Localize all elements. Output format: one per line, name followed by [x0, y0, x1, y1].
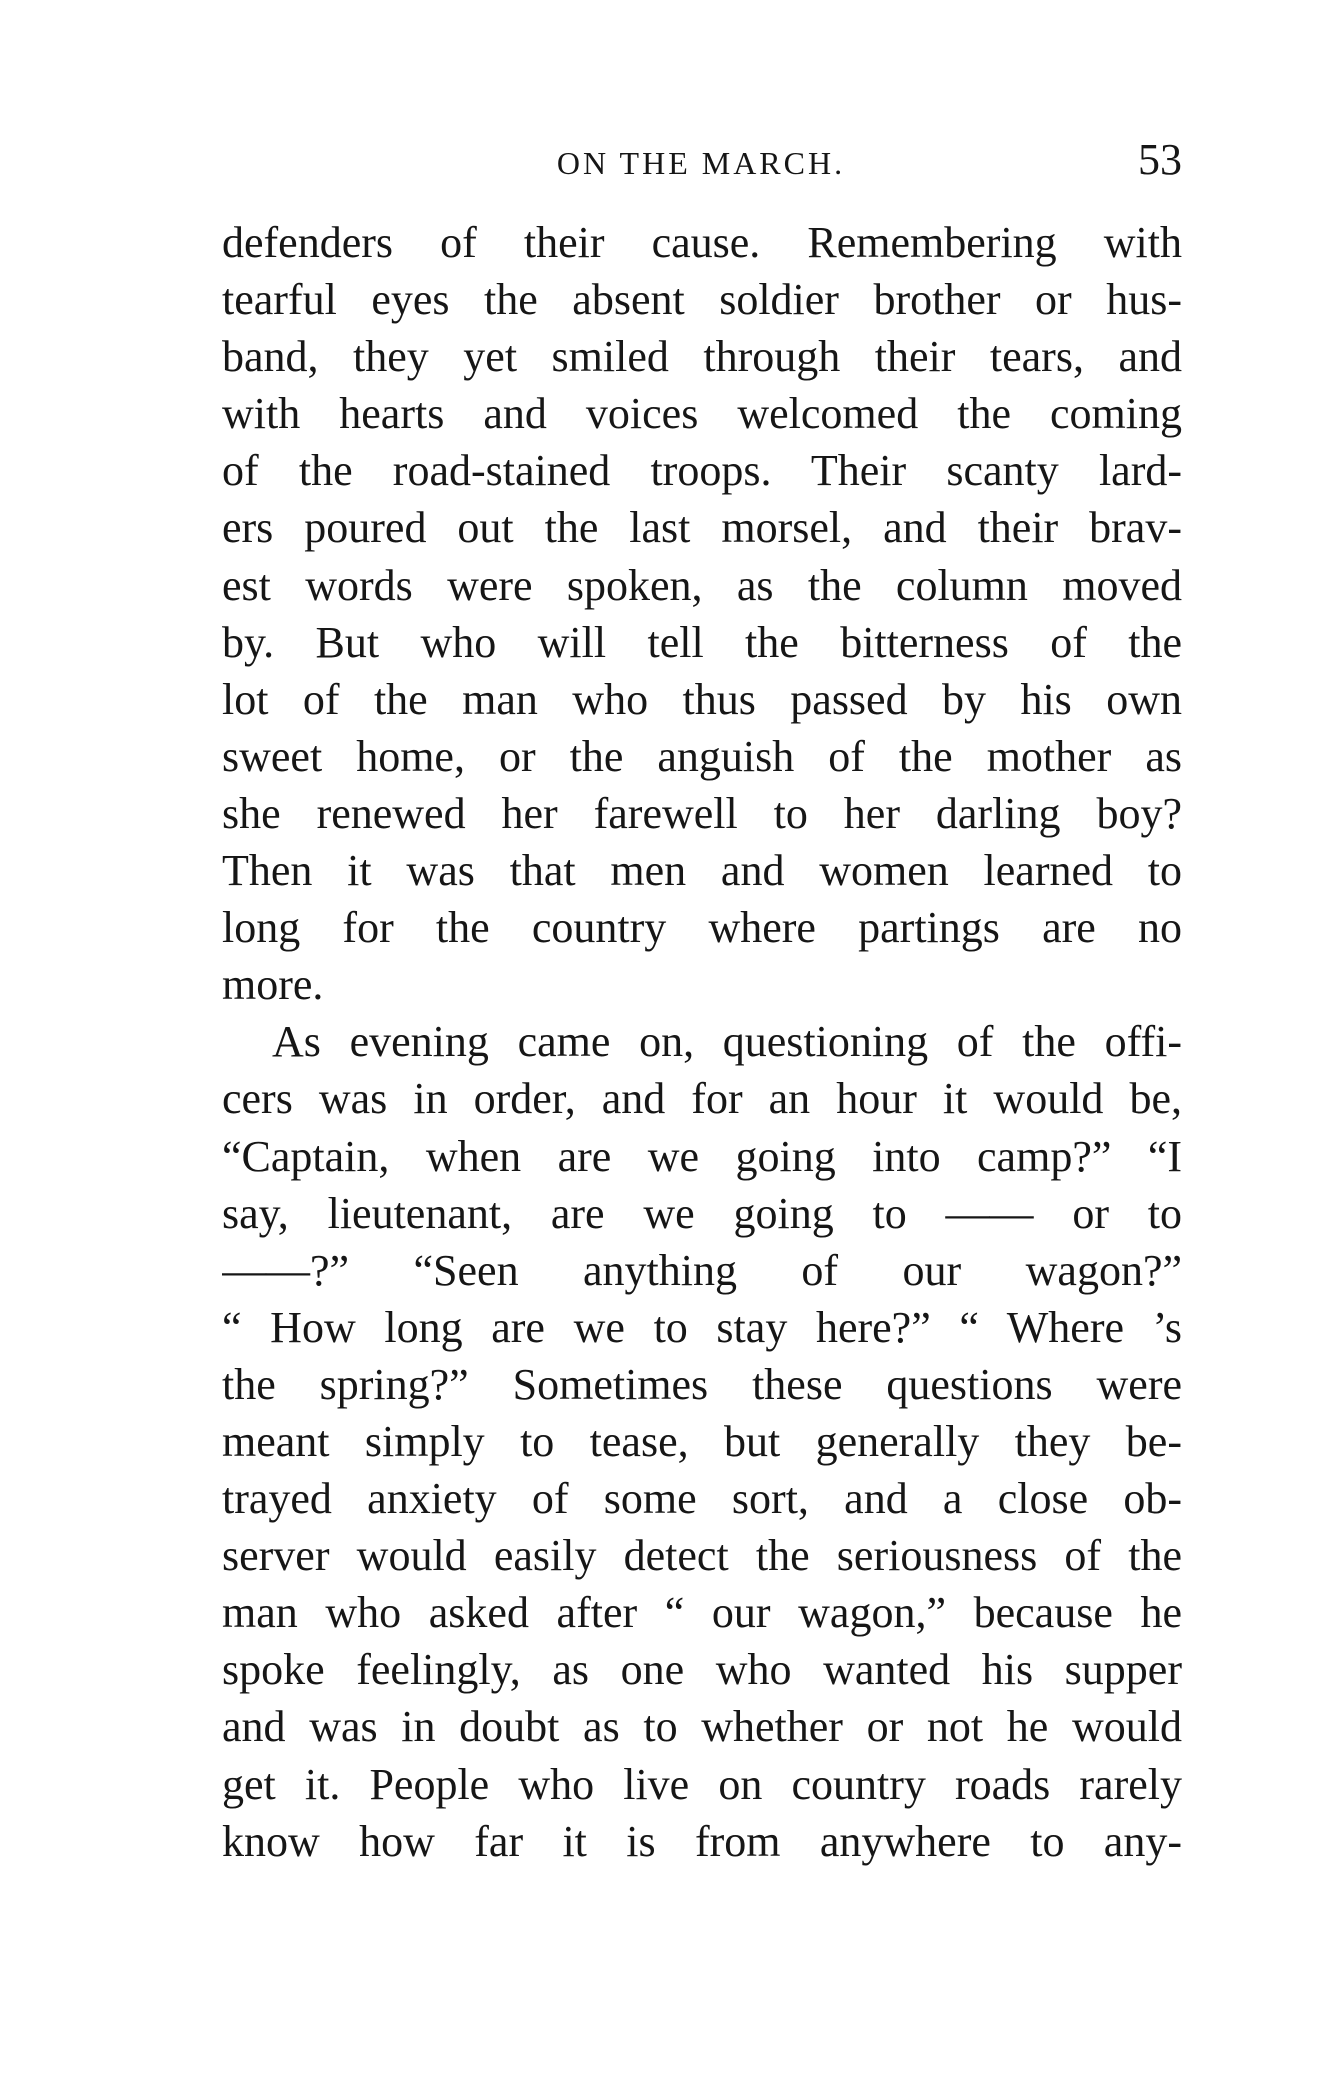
- text-line: spoke feelingly, as one who wanted his supper: [222, 1645, 1182, 1695]
- text-line: meant simply to tease, but generally they be-: [222, 1416, 1182, 1466]
- text-line: say, lieutenant, are we going to —— or to: [222, 1188, 1182, 1238]
- text-line: more.: [222, 960, 324, 1010]
- text-line: ——?” “Seen anything of our wagon?”: [222, 1245, 1182, 1295]
- text-line: of the road-stained troops. Their scanty lard-: [222, 446, 1182, 496]
- text-line: “Captain, when are we going into camp?” “I: [222, 1131, 1182, 1181]
- text-line: est words were spoken, as the column moved: [222, 560, 1182, 610]
- text-line: sweet home, or the anguish of the mother as: [222, 731, 1182, 781]
- text-line: Then it was that men and women learned to: [222, 846, 1182, 896]
- text-line: “ How long are we to stay here?” “ Where ’s: [222, 1302, 1182, 1352]
- text-line: and was in doubt as to whether or not he would: [222, 1702, 1182, 1752]
- text-line: As evening came on, questioning of the offi-: [272, 1017, 1182, 1067]
- body-text: [222, 214, 1182, 1870]
- text-line: know how far it is from anywhere to any-: [222, 1816, 1182, 1866]
- text-line: defenders of their cause. Remembering with: [222, 218, 1182, 267]
- page-number: 53: [1138, 135, 1182, 184]
- text-line: by. But who will tell the bitterness of the: [222, 617, 1182, 667]
- text-line: get it. People who live on country roads rarely: [222, 1759, 1182, 1809]
- text-line: she renewed her farewell to her darling boy?: [222, 788, 1182, 838]
- text-line: the spring?” Sometimes these questions were: [222, 1359, 1182, 1409]
- text-line: tearful eyes the absent soldier brother or hus-: [222, 275, 1182, 325]
- page-header: [220, 135, 1182, 195]
- running-head: ON THE MARCH.: [556, 145, 846, 181]
- text-line: man who asked after “ our wagon,” because he: [222, 1588, 1182, 1638]
- text-line: cers was in order, and for an hour it would be,: [222, 1074, 1182, 1124]
- text-line: band, they yet smiled through their tears, and: [222, 332, 1182, 382]
- text-line: ers poured out the last morsel, and their brav-: [222, 503, 1182, 553]
- text-line: server would easily detect the seriousness of the: [222, 1531, 1182, 1581]
- text-line: lot of the man who thus passed by his own: [222, 674, 1182, 724]
- text-line: with hearts and voices welcomed the coming: [222, 389, 1182, 439]
- text-line: long for the country where partings are no: [222, 903, 1182, 953]
- text-line: trayed anxiety of some sort, and a close ob-: [222, 1474, 1182, 1524]
